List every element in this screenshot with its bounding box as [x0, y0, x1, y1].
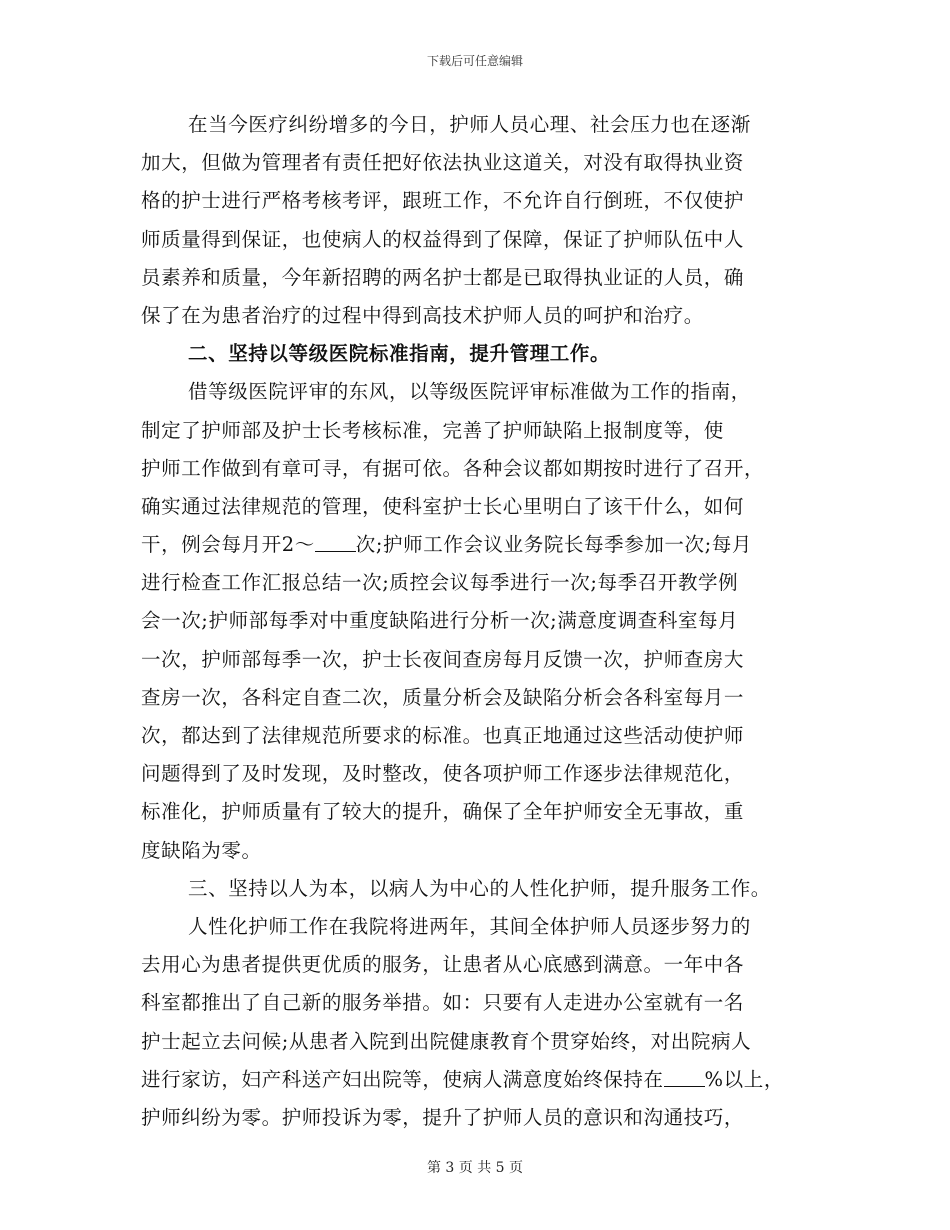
section-heading-2: 二、坚持以等级医院标准指南，提升管理工作。: [188, 342, 611, 366]
fill-in-blank: [664, 1068, 705, 1087]
page-header: 下载后可任意编辑: [426, 54, 523, 68]
paragraph-line: 进行检查工作汇报总结一次;质控会议每季进行一次;每季召开教学例: [141, 571, 739, 595]
paragraph-line: 制定了护师部及护士长考核标准，完善了护师缺陷上报制度等，使: [141, 418, 724, 442]
paragraph-line: 师质量得到保证，也使病人的权益得到了保障，保证了护师队伍中人: [141, 227, 745, 251]
paragraph-line: 会一次;护师部每季对中重度缺陷进行分析一次;满意度调查科室每月: [141, 609, 739, 633]
document-body: [141, 106, 816, 1137]
paragraph-line: 在当今医疗纠纷增多的今日，护师人员心理、社会压力也在逐渐: [188, 113, 751, 136]
fill-in-blank: [315, 533, 356, 552]
paragraph-line: 保了在为患者治疗的过程中得到高技术护师人员的呵护和治疗。: [141, 303, 704, 327]
paragraph-line: 确实通过法律规范的管理，使科室护士长心里明白了该干什么，如何: [141, 494, 745, 518]
paragraph-line: 去用心为患者提供更优质的服务，让患者从心底感到满意。一年中各: [141, 953, 745, 977]
paragraph-line: 护师纠纷为零。护师投诉为零，提升了护师人员的意识和沟通技巧，: [141, 1105, 745, 1129]
paragraph-line: 一次，护师部每季一次，护士长夜间查房每月反馈一次，护师查房大: [141, 647, 745, 671]
paragraph-line: 人性化护师工作在我院将进两年，其间全体护师人员逐步努力的: [188, 914, 751, 938]
paragraph-line: 格的护士进行严格考核考评，跟班工作，不允许自行倒班，不仅使护: [141, 189, 745, 213]
paragraph-line: 护师工作做到有章可寻，有据可依。各种会议都如期按时进行了召开，: [141, 456, 765, 480]
page-footer: 第 3 页 共 5 页: [426, 1160, 524, 1176]
paragraph-line: 度缺陷为零。: [141, 838, 262, 862]
text-fragment: %以上，: [704, 1067, 784, 1091]
paragraph-line: 科室都推出了自己新的服务举措。如：只要有人走进办公室就有一名: [141, 991, 745, 1015]
text-fragment: 进行家访，妇产科送产妇出院等，使病人满意度始终保持在: [141, 1067, 664, 1091]
paragraph-line: 次，都达到了法律规范所要求的标准。也真正地通过这些活动使护师: [141, 724, 745, 747]
text-fragment: 干，例会每月开2～: [141, 533, 315, 557]
paragraph-line: 员素养和质量，今年新招聘的两名护士都是已取得执业证的人员，确: [141, 265, 745, 289]
paragraph-line: [141, 526, 816, 564]
section-heading-3: 三、坚持以人为本，以病人为中心的人性化护师，提升服务工作。: [188, 876, 771, 900]
paragraph-line: 问题得到了及时发现，及时整改，使各项护师工作逐步法律规范化，: [141, 762, 745, 786]
paragraph-line: 借等级医院评审的东风，以等级医院评审标准做为工作的指南，: [188, 380, 751, 404]
paragraph-line: 查房一次，各科定自查二次，质量分析会及缺陷分析会各科室每月一: [141, 685, 745, 709]
paragraph-line: 护士起立去问候;从患者入院到出院健康教育个贯穿始终，对出院病人: [141, 1029, 752, 1053]
text-fragment: 次;护师工作会议业务院长每季参加一次;每月: [355, 533, 752, 557]
paragraph-line: [141, 1061, 816, 1099]
paragraph-line: 加大，但做为管理者有责任把好依法执业这道关，对没有取得执业资: [141, 151, 745, 175]
paragraph-line: 标准化，护师质量有了较大的提升，确保了全年护师安全无事故，重: [141, 800, 745, 824]
